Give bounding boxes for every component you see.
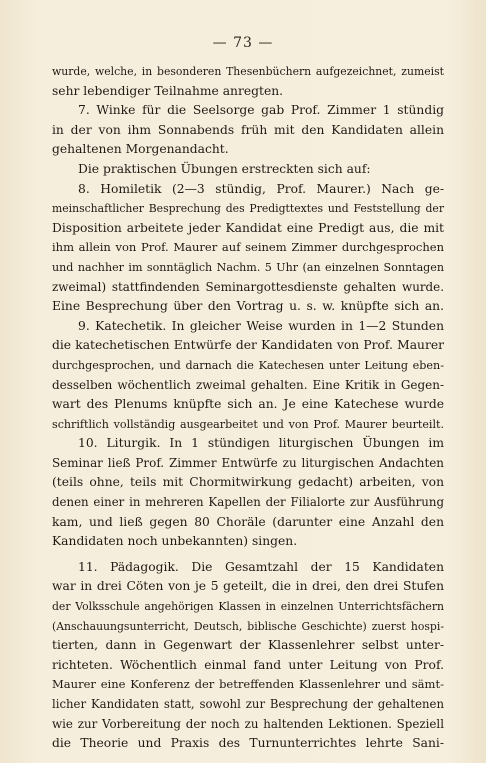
text-line: Disposition arbeitete jeder Kandidat eine Predigt aus, die mit [52,220,444,235]
text-line: 7. Winke für die Seelsorge gab Prof. Zimmer 1 stündig [78,103,444,118]
text-line: licher Kandidaten statt, sowohl zur Besprechung der gehaltenen [52,697,444,711]
text-line: tierten, dann in Gegenwart der Klassenlehrer selbst unter- [52,638,444,653]
text-line: (teils ohne, teils mit Chormitwirkung gedacht) arbeiten, von [52,475,444,490]
text-line: kam, und ließ gegen 80 Choräle (darunter eine Anzahl den [52,514,444,529]
text-line: Seminar ließ Prof. Zimmer Entwürfe zu liturgischen Andachten [52,455,444,470]
text-line: 11. Pädagogik. Die Gesamtzahl der 15 Kandidaten [78,559,444,574]
text-line: meinschaftlicher Besprechung des Predigttextes und Feststellung der [52,202,444,216]
text-line: durchgesprochen, und darnach die Katechesen unter Leitung eben- [52,358,444,372]
text-line: 8. Homiletik (2—3 stündig, Prof. Maurer.) Nach ge- [78,181,444,196]
text-line: 10. Liturgik. In 1 stündigen liturgischen Übungen im [78,436,444,451]
text-line: schriftlich vollständig ausgearbeitet und von Prof. Maurer beurteilt. [52,417,444,431]
text-line: 9. Katechetik. In gleicher Weise wurden in 1—2 Stunden [78,318,444,333]
text-line: (Anschauungsunterricht, Deutsch, biblische Geschichte) zuerst hospi- [52,619,444,633]
text-line: Eine Besprechung über den Vortrag u. s. w. knüpfte sich an. [52,299,444,314]
text-line: richteten. Wöchentlich einmal fand unter Leitung von Prof. [52,657,444,672]
text-line: in der von ihm Sonnabends früh mit den Kandidaten allein [52,122,444,137]
text-line: die Theorie und Praxis des Turnunterrichtes lehrte Sani- [52,736,444,751]
text-line: war in drei Cöten von je 5 geteilt, die in drei, den drei Stufen [52,579,444,594]
text-line: wurde, welche, in besonderen Thesenbüchern aufgezeichnet, zumeist [52,65,444,78]
text-line: wie zur Vorbereitung der noch zu haltenden Lektionen. Speziell [52,716,444,731]
text-line: denen einer in mehreren Kapellen der Filialorte zur Ausführung [52,495,444,510]
text-line: und nachher im sonntäglich Nachm. 5 Uhr (an einzelnen Sonntagen [52,260,444,274]
text-line: die katechetischen Entwürfe der Kandidaten von Prof. Maurer [52,338,444,353]
text-line: desselben wöchentlich zweimal gehalten. Eine Kritik in Gegen- [52,377,444,392]
text-line: Die praktischen Übungen erstreckten sich auf: [78,161,371,176]
text-line: Maurer eine Konferenz der betreffenden Klassenlehrer und sämt- [52,677,444,692]
text-line: sehr lebendiger Teilnahme anregten. [52,83,284,98]
text-line: gehaltenen Morgenandacht. [52,142,229,157]
text-line: Kandidaten noch unbekannten) singen. [52,534,298,549]
text-line: wart des Plenums knüpfte sich an. Je eine Katechese wurde [52,397,444,412]
text-line: zweimal) stattfindenden Seminargottesdienste gehalten wurde. [52,279,444,294]
text-line: der Volksschule angehörigen Klassen in einzelnen Unterrichtsfächern [52,600,444,614]
page-number: — 73 — [212,35,274,51]
text-line: ihm allein von Prof. Maurer auf seinem Zimmer durchgesprochen [52,240,444,255]
body-text [52,62,444,754]
